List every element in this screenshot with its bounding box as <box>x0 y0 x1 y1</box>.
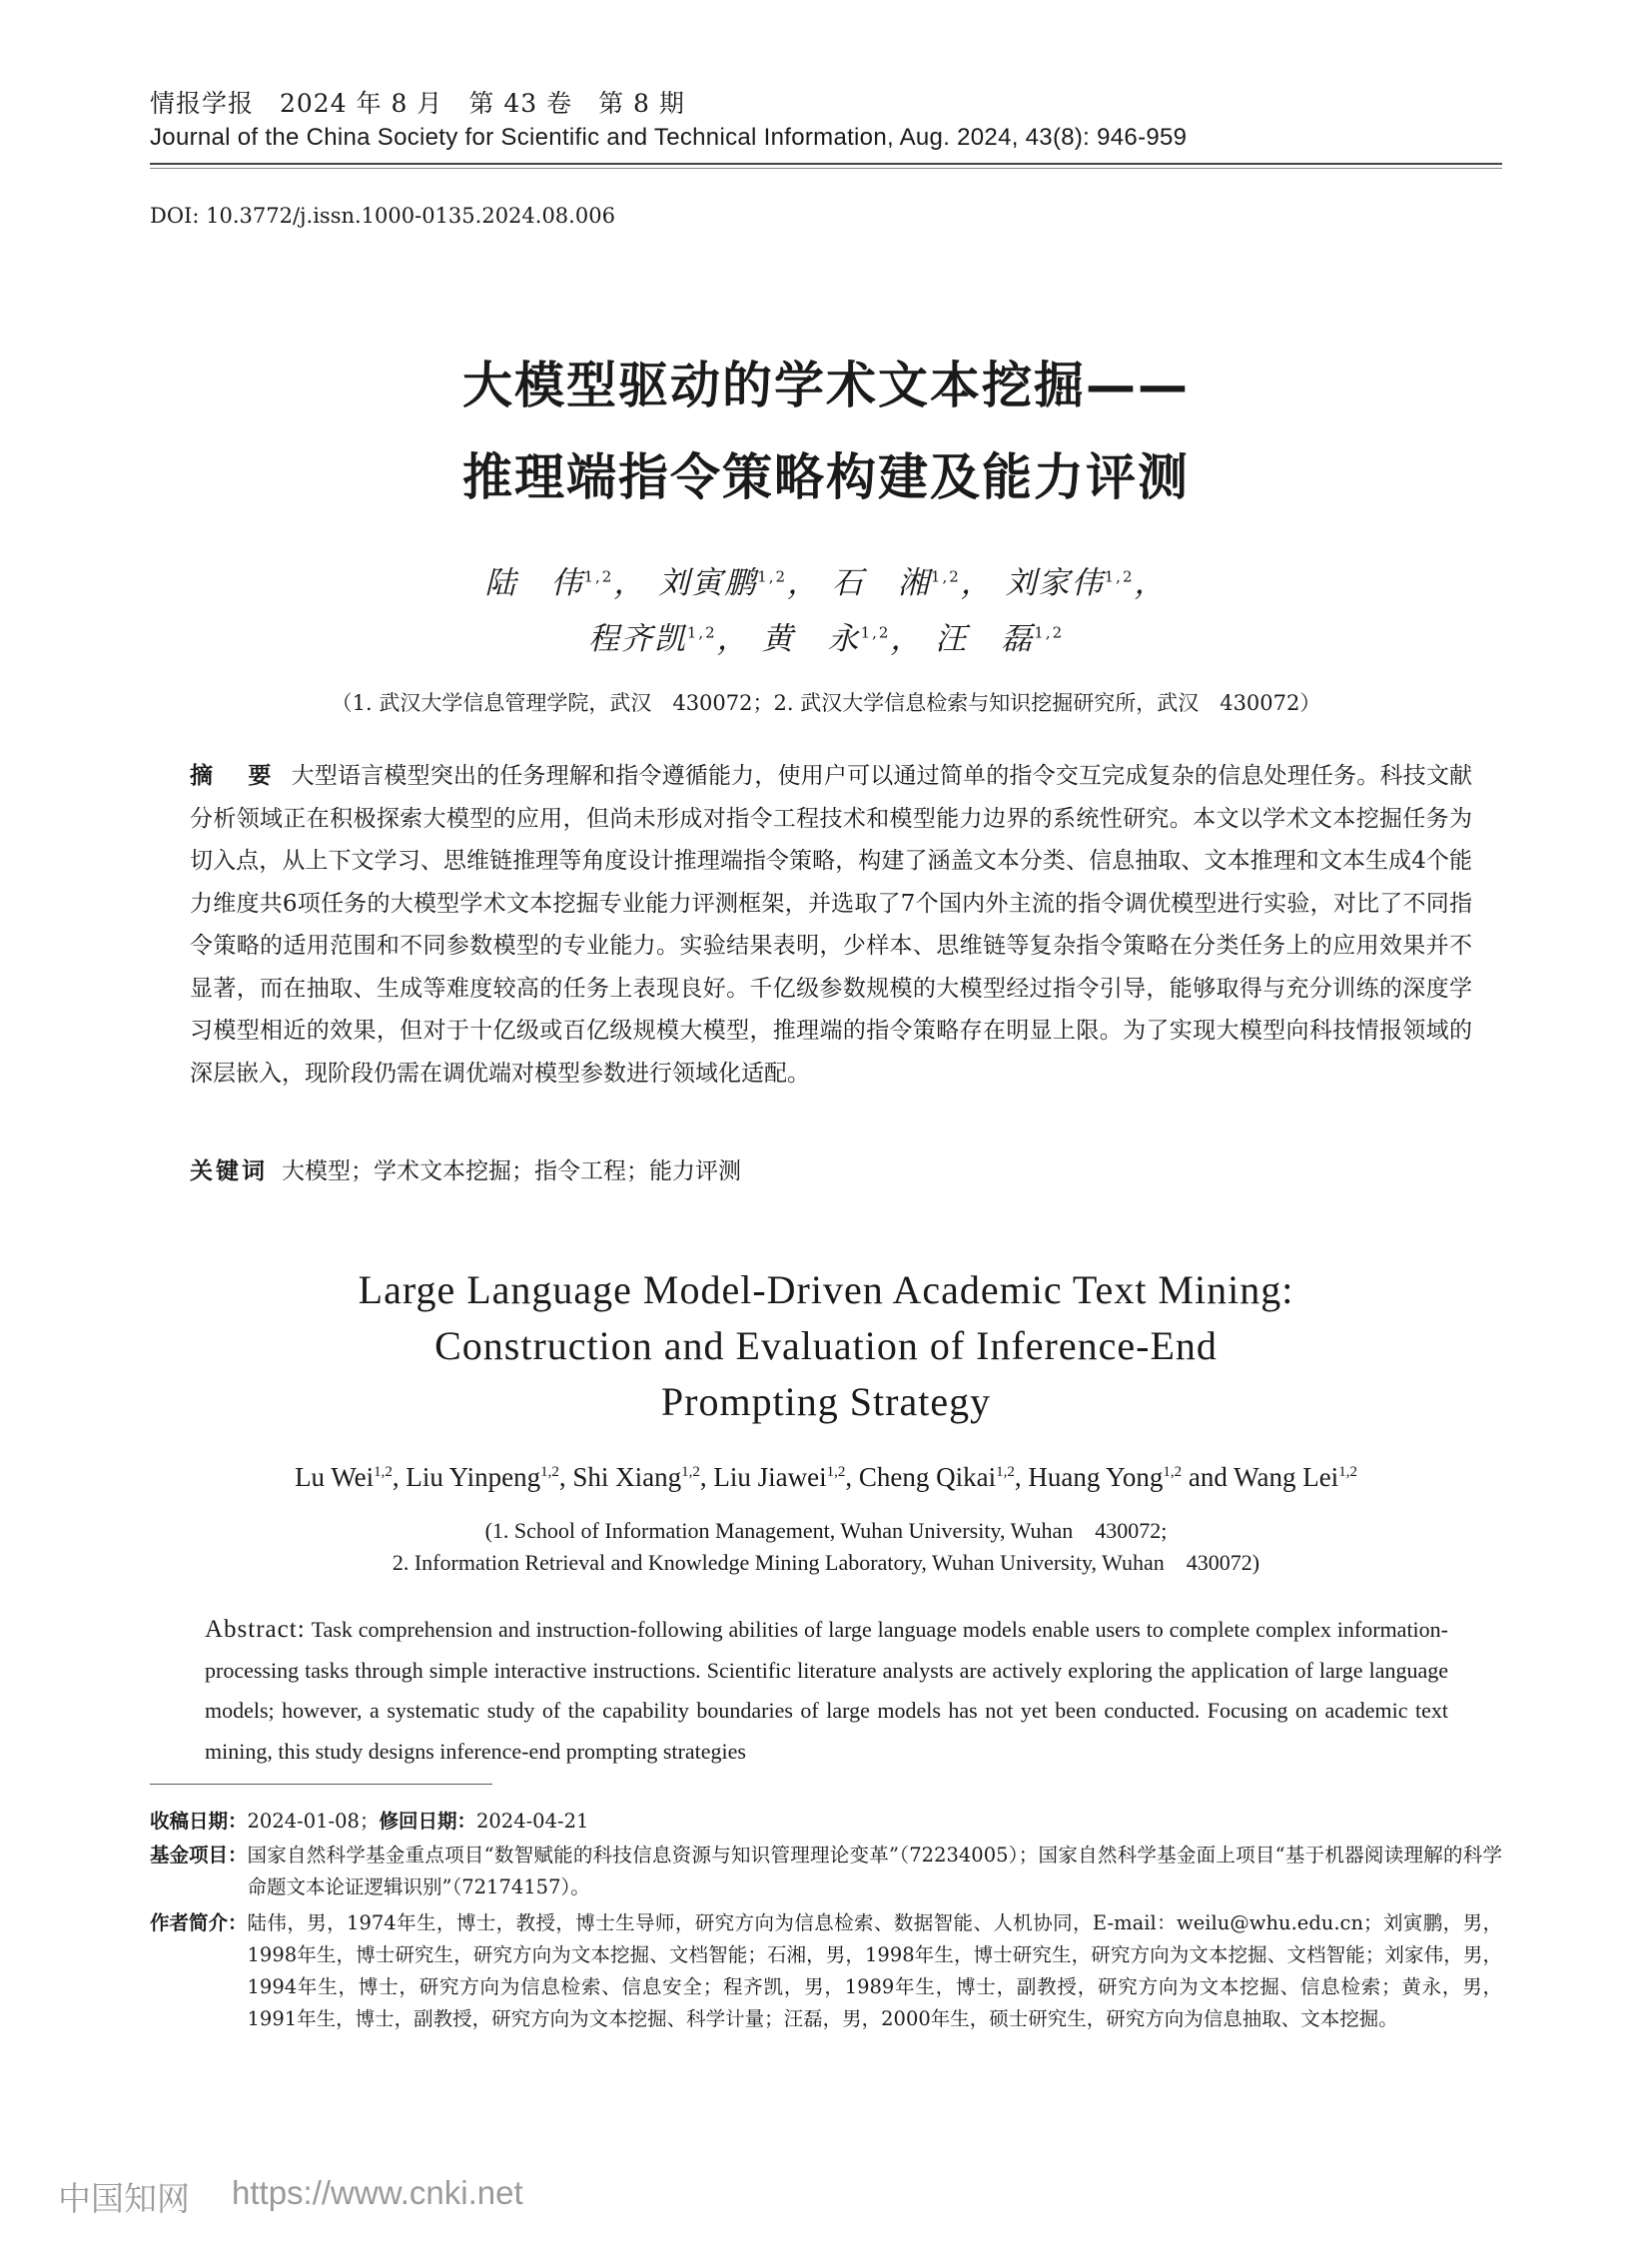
author-sep: ， <box>1134 565 1168 601</box>
abstract-cn-text: 大型语言模型突出的任务理解和指令遵循能力，使用户可以通过简单的指令交互完成复杂的信息处理任务。科技文献分析领域正在积极探索大模型的应用，但尚未形成对指令工程技术和模型能力边界的系统性研究。本文以学术文本挖掘任务为切入点，从上下文学习、思维链推理等角度设计推理端指令策略，构建了涵盖文本分类、信息抽取、文本推理和文本生成4个能力维度共6项任务的大模型学术文本挖掘专业能力评测框架，并选取了7个国内外主流的指令调优模型进行实验，对比了不同指令策略的适用范围和不同参数模型的专业能力。实验结果表明，少样本、思维链等复杂指令策略在分类任务上的应用效果并不显著，而在抽取、生成等难度较高的任务上表现良好。千亿级参数规模的大模型经过指令引导，能够取得与充分训练的深度学习模型相近的效果，但对于十亿级或百亿级规模大模型，推理端的指令策略存在明显上限。为了实现大模型向科技情报领域的深层嵌入，现阶段仍需在调优端对模型参数进行领域化适配。 <box>190 763 1473 1087</box>
author-cn: 黄 永 <box>761 621 861 657</box>
author-affil-sup: 1,2 <box>686 623 717 642</box>
authors-cn-line1 <box>150 557 1502 602</box>
footnote-dates <box>150 1806 1502 1838</box>
author-cn: 石 湘 <box>831 565 931 601</box>
header-rule-thin <box>150 168 1502 169</box>
author-sep: , <box>1014 1462 1029 1492</box>
author-affil-sup: 1,2 <box>826 1464 846 1480</box>
author-sep: ， <box>613 565 647 601</box>
author-cn: 汪 磊 <box>935 621 1035 657</box>
footnote-fund <box>150 1840 1502 1903</box>
abstract-en-text: Task comprehension and instruction-following abilities of large language models enable users to complete complex information-processing tasks through simple interactive instructions. Scientific literature analysts are actively exploring the application of large language models; however, a systematic study of the capability boundaries of large models has not yet been conducted. Focusing on academic text mining, this study designs inference-end prompting strategies <box>205 1617 1448 1764</box>
cnki-url[interactable]: https://www.cnki.net <box>232 2174 523 2211</box>
author-cn: 陆 伟 <box>484 565 584 601</box>
author-en: Liu Jiawei <box>713 1462 827 1492</box>
author-en: Lu Wei <box>295 1462 375 1492</box>
author-affil-sup: 1,2 <box>540 1464 559 1480</box>
author-affil-sup: 1,2 <box>860 623 891 642</box>
revised-date: 2024-04-21 <box>475 1810 589 1833</box>
author-cn: 刘家伟 <box>1005 565 1105 601</box>
author-sep: ， <box>787 565 821 601</box>
title-en-line3: Prompting Strategy <box>660 1379 992 1424</box>
journal-header-cn: 情报学报 2024 年 8 月 第 43 卷 第 8 期 <box>150 89 685 118</box>
title-cn-line1: 大模型驱动的学术文本挖掘—— <box>462 357 1190 414</box>
fund-label: 基金项目： <box>150 1844 248 1867</box>
abstract-en <box>205 1610 1448 1772</box>
author-cn: 刘寅鹏 <box>658 565 758 601</box>
received-date: 2024-01-08； <box>247 1810 380 1833</box>
author-en: Liu Yinpeng <box>406 1462 541 1492</box>
author-en: Wang Lei <box>1234 1462 1339 1492</box>
author-sep: , <box>392 1462 407 1492</box>
author-sep: and <box>1182 1462 1235 1492</box>
author-affil-sup: 1,2 <box>930 567 961 586</box>
author-affil-sup: 1,2 <box>1338 1464 1357 1480</box>
bio-label: 作者简介： <box>150 1911 248 1934</box>
authors-en <box>150 1462 1502 1493</box>
author-affil-sup: 1,2 <box>1104 567 1135 586</box>
doi[interactable]: DOI: 10.3772/j.issn.1000-0135.2024.08.006 <box>150 204 615 228</box>
author-affil-sup: 1,2 <box>583 567 614 586</box>
author-en: Huang Yong <box>1028 1462 1164 1492</box>
author-sep: , <box>699 1462 714 1492</box>
title-cn-line2: 推理端指令策略构建及能力评测 <box>462 448 1190 506</box>
fund-text: 国家自然科学基金重点项目“数智赋能的科技信息资源与知识管理理论变革”（72234005）；国家自然科学基金面上项目“基于机器阅读理解的科学命题文本论证逻辑识别”（72174157）。 <box>247 1844 1502 1898</box>
footnote-bio <box>150 1907 1502 2035</box>
journal-header-en: Journal of the China Society for Scientific and Technical Information, Aug. 2024, 43(8): 946-959 <box>150 124 1188 151</box>
abstract-en-label: Abstract: <box>205 1616 306 1643</box>
author-en: Cheng Qikai <box>858 1462 997 1492</box>
author-affil-sup: 1,2 <box>1034 623 1065 642</box>
author-sep: ， <box>890 621 924 657</box>
header-rule <box>150 163 1502 165</box>
keywords-cn <box>190 1152 741 1185</box>
author-en: Shi Xiang <box>572 1462 682 1492</box>
abstract-cn <box>190 755 1472 1095</box>
bio-text: 陆伟，男，1974年生，博士，教授，博士生导师，研究方向为信息检索、数据智能、人机协同，E-mail：weilu@whu.edu.cn；刘寅鹏，男，1998年生，博士研究生，研究方向为文本挖掘、文档智能；石湘，男，1998年生，博士研究生，研究方向为文本挖掘、文档智能；刘家伟，男，1994年生，博士，研究方向为信息检索、信息安全；程齐凯，男，1989年生，博士，副教授，研究方向为文本挖掘、信息检索；黄永，男，1991年生，博士，副教授，研究方向为文本挖掘、科学计量；汪磊，男，2000年生，硕士研究生，研究方向为信息抽取、文本挖掘。 <box>247 1911 1502 2030</box>
abstract-cn-label: 摘 要 <box>190 763 278 789</box>
author-affil-sup: 1,2 <box>374 1464 393 1480</box>
revised-label: 修回日期： <box>379 1810 476 1833</box>
author-affil-sup: 1,2 <box>996 1464 1015 1480</box>
author-cn: 程齐凯 <box>587 621 687 657</box>
author-affil-sup: 1,2 <box>1163 1464 1183 1480</box>
author-affil-sup: 1,2 <box>681 1464 700 1480</box>
keywords-cn-text: 大模型；学术文本挖掘；指令工程；能力评测 <box>282 1158 741 1184</box>
footnote-rule <box>150 1784 492 1785</box>
title-en-line1: Large Language Model-Driven Academic Text Mining: <box>358 1267 1294 1312</box>
affiliation-en-line2: 2. Information Retrieval and Knowledge Mining Laboratory, Wuhan University, Wuhan 430072) <box>392 1550 1260 1575</box>
author-sep: ， <box>960 565 994 601</box>
received-label: 收稿日期： <box>150 1810 248 1833</box>
authors-cn-line2 <box>150 613 1502 658</box>
keywords-cn-label: 关键词 <box>190 1158 268 1184</box>
author-sep: ， <box>716 621 750 657</box>
title-en-line2: Construction and Evaluation of Inference-End <box>434 1323 1218 1368</box>
author-sep: , <box>558 1462 573 1492</box>
author-sep: , <box>845 1462 859 1492</box>
affiliation-en-line1: (1. School of Information Management, Wuhan University, Wuhan 430072; <box>484 1518 1168 1543</box>
affiliation-cn: （1. 武汉大学信息管理学院，武汉 430072；2. 武汉大学信息检索与知识挖掘研究所，武汉 430072） <box>331 691 1321 715</box>
author-affil-sup: 1,2 <box>757 567 788 586</box>
cnki-watermark: 中国知网 <box>58 2179 190 2218</box>
